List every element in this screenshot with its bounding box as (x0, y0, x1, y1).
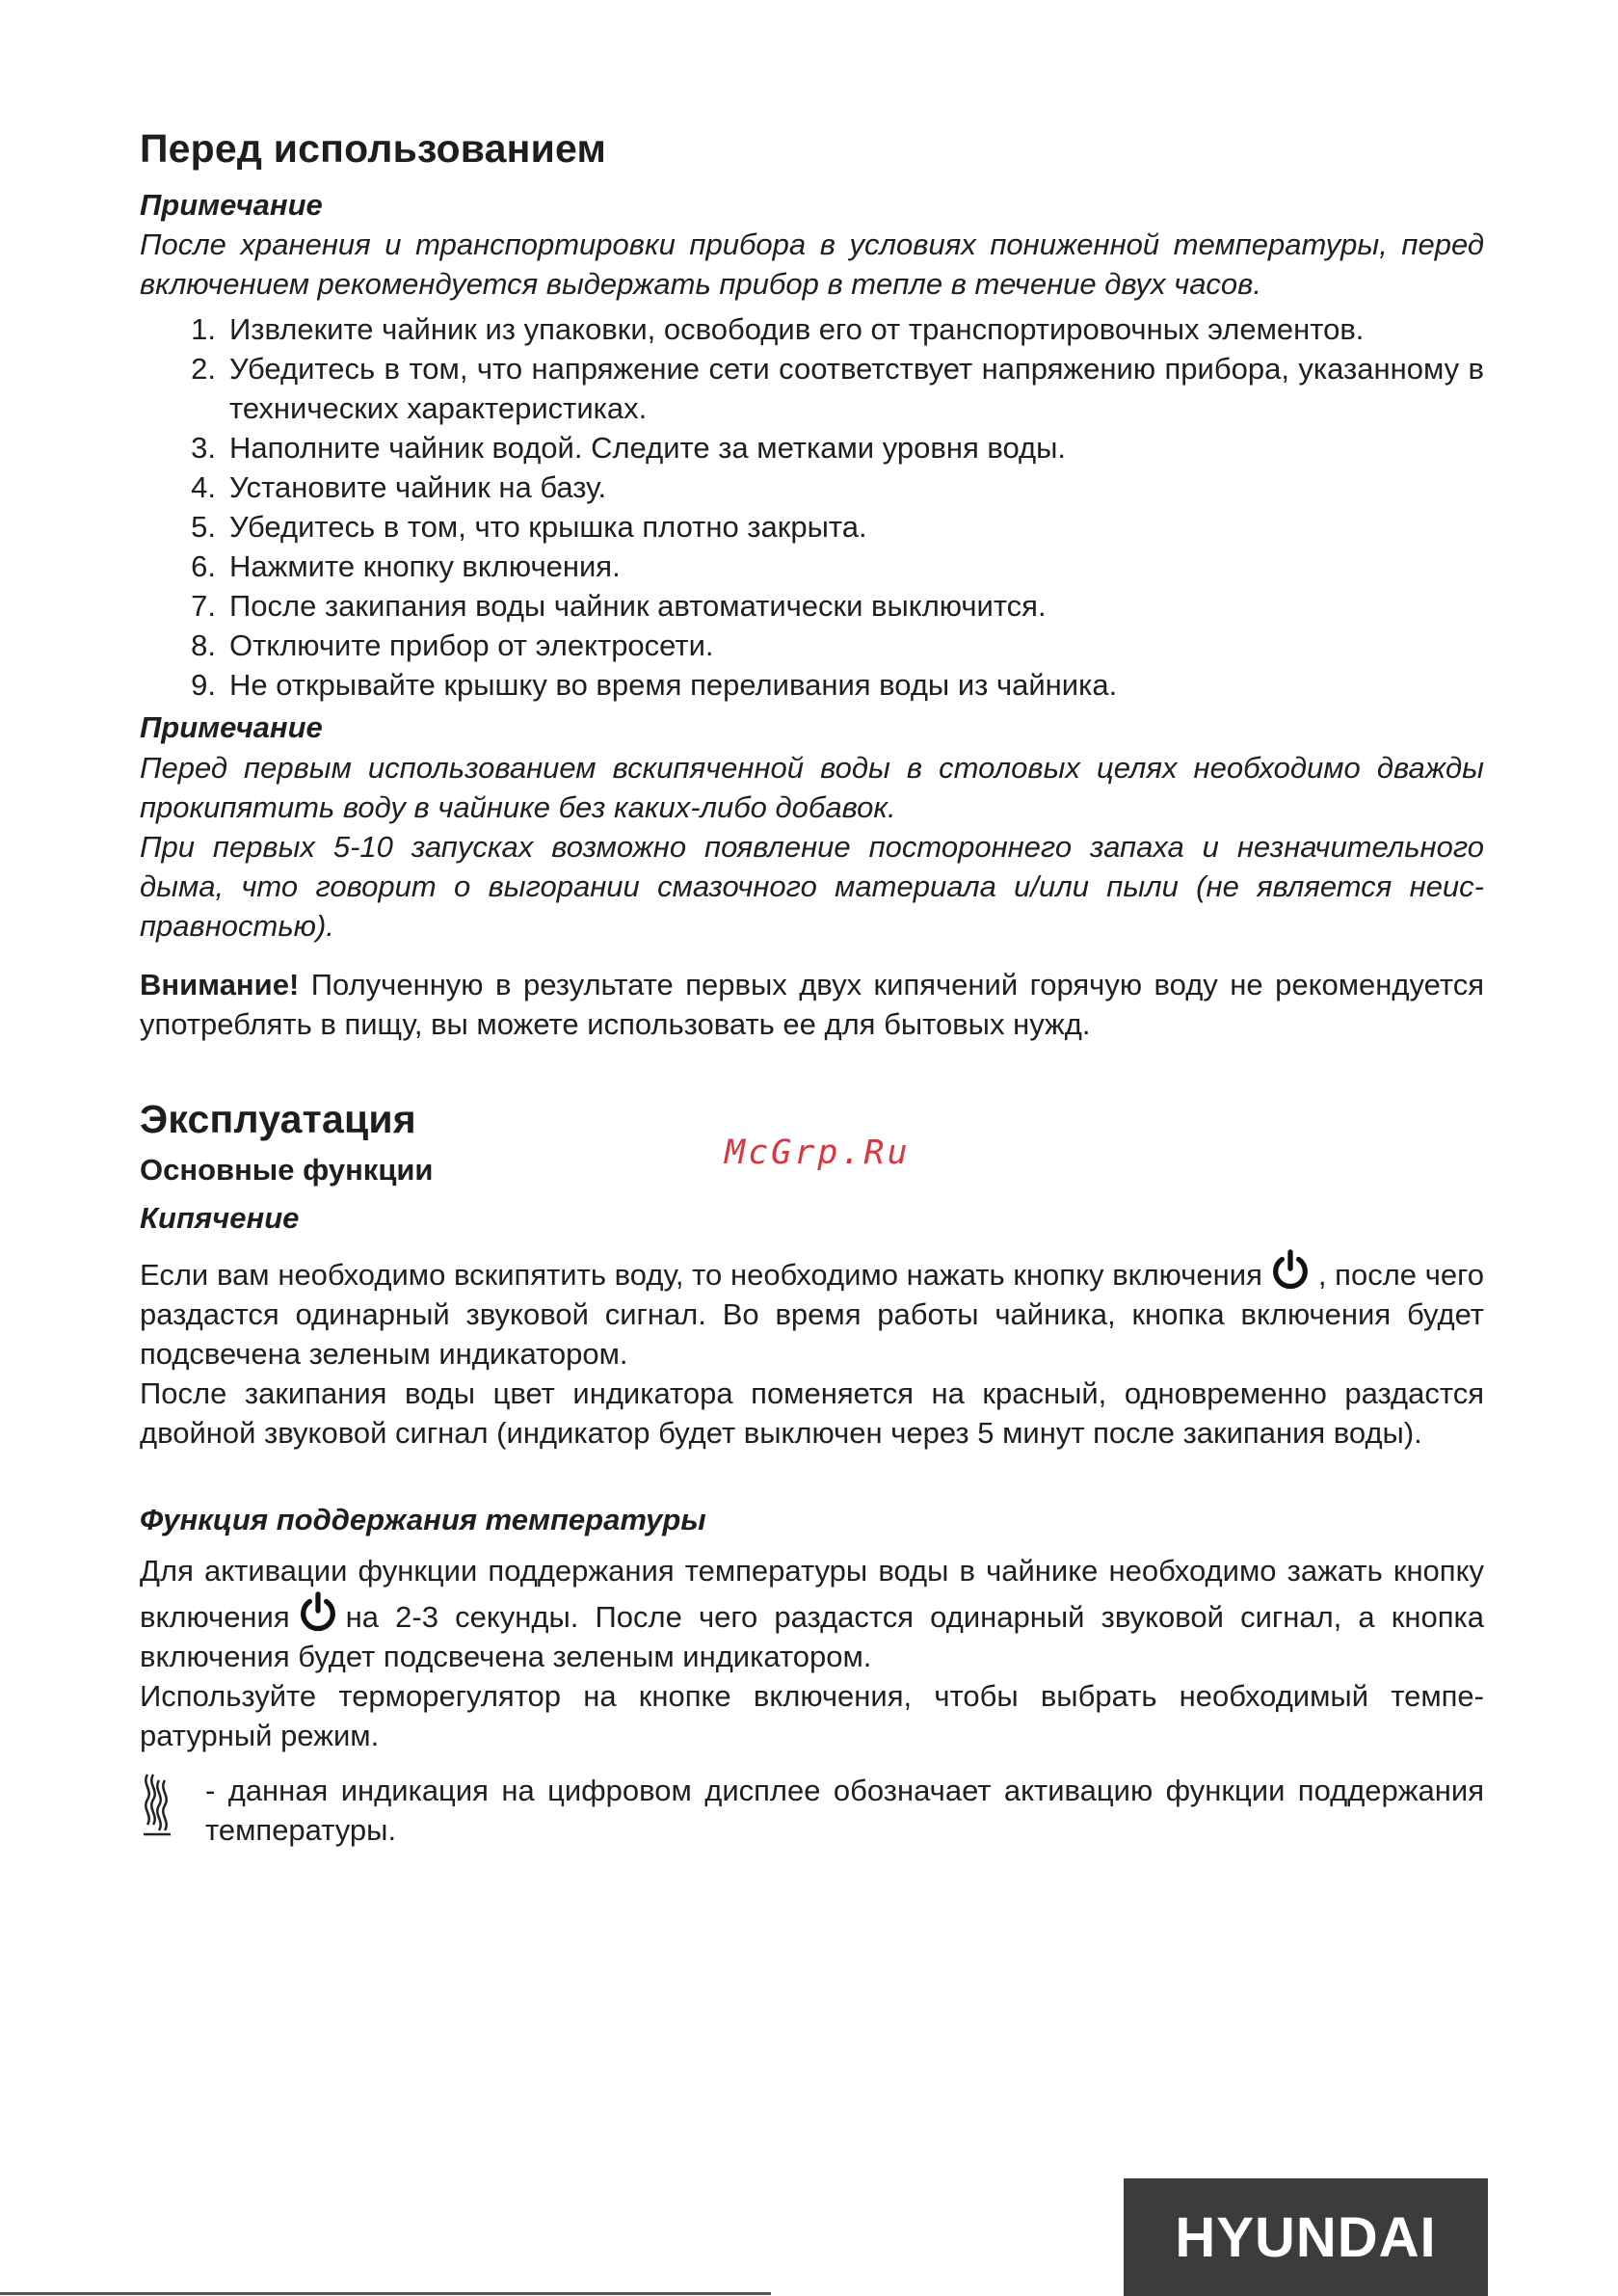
step-text: Нажмите кнопку включения. (229, 549, 621, 584)
brand-logo-text: HYUNDAI (1175, 2205, 1437, 2269)
step-number: 6. (191, 549, 216, 584)
heat-waves-icon (140, 1771, 186, 1838)
keep-text-a: Для активации функции поддержания температуры воды в чайнике необходимо зажать кнопку включения (140, 1553, 1484, 1634)
step-number: 5. (191, 510, 216, 545)
step-number: 4. (191, 470, 216, 505)
step-text: Извлеките чайник из упаковки, освободив его от транспортировочных элементов. (229, 312, 1365, 347)
warning-text: Полученную в результате первых двух кипячений горячую воду не рекомендуется употреблять в пищу, вы можете использовать ее для бытовых нужд. (140, 967, 1484, 1041)
steps-list (140, 309, 1484, 705)
step-item (140, 349, 1484, 428)
brand-logo (1124, 2178, 1488, 2296)
indicator-text: - данная индикация на цифровом дисплее обозначает активацию функции поддержания температуры. (205, 1773, 1484, 1847)
warning-label: Внимание! (140, 967, 300, 1001)
watermark: McGrp.Ru (725, 1134, 911, 1172)
boil-text-b: , после чего раздастся одинарный звуковой сигнал. Во время работы чайника, кнопка включения будет подсвечена зеленым индикатором. (140, 1257, 1485, 1371)
step-item (140, 665, 1484, 705)
bottom-divider (0, 2292, 771, 2295)
section-title-before-use: Перед использованием (140, 126, 607, 171)
boil-title: Кипячение (140, 1201, 300, 1236)
boil-text-a: Если вам необходимо вскипятить воду, то необходимо нажать кнопку включения (140, 1257, 1262, 1292)
boil-paragraph-2: После закипания воды цвет индикатора поменяется на красный, одновременно раздастся двойной звуковой сигнал (индикатор будет выключен через 5 минут после закипания воды). (140, 1375, 1484, 1450)
note-title: Примечание (140, 188, 323, 223)
note-title-2: Примечание (140, 710, 323, 745)
note-text-2b: При первых 5-10 запусках возможно появление постороннего запаха и незначительного дыма, что говорит о выгорании смазочного материала и/или пыли (не является неисправностью). (140, 829, 1484, 943)
step-item (140, 586, 1484, 626)
step-number: 3. (191, 431, 216, 466)
step-item (140, 626, 1484, 665)
warning-paragraph (140, 965, 1484, 1044)
keep-text-b: на 2-3 секунды. После чего раздастся одинарный звуковой сигнал, а кнопка включения будет подсвечена зеленым индикатором. (140, 1599, 1484, 1673)
power-icon (296, 1590, 340, 1635)
step-item (140, 507, 1484, 547)
step-number: 9. (191, 668, 216, 703)
manual-page (140, 125, 1484, 1850)
keep-warm-title: Функция поддержания температуры (140, 1502, 706, 1536)
step-text: Не открывайте крышку во время переливания воды из чайника. (229, 668, 1118, 703)
step-item (140, 428, 1484, 467)
boil-paragraph-1 (140, 1248, 1484, 1374)
step-text: Убедитесь в том, что крышка плотно закрыта. (229, 510, 867, 545)
step-number: 2. (191, 352, 216, 387)
step-text: После закипания воды чайник автоматически выключится. (229, 589, 1047, 624)
note-text-2a: Перед первым использованием вскипяченной воды в столовых целях необходимо дважды прокипятить воду в чайнике без каких-либо добавок. (140, 750, 1484, 824)
keep-warm-paragraph-2: Используйте терморегулятор на кнопке включения, чтобы выбрать необходимый температурный режим. (140, 1678, 1484, 1752)
step-number: 8. (191, 628, 216, 663)
step-item (140, 467, 1484, 507)
step-text: Отключите прибор от электросети. (229, 628, 714, 663)
step-number: 7. (191, 589, 216, 624)
indicator-row (140, 1771, 1484, 1850)
step-text: Установите чайник на базу. (229, 470, 607, 505)
section-title-operation: Эксплуатация (140, 1096, 416, 1141)
step-item (140, 309, 1484, 349)
subsection-title-basic-functions: Основные функции (140, 1152, 434, 1187)
step-text: Убедитесь в том, что напряжение сети соответствует напряжению прибора, указанному в технических характеристиках. (229, 352, 1484, 426)
note-text: После хранения и транспортировки прибора в условиях пониженной температуры, перед включением рекомендуется выдержать прибор в тепле в течение двух часов. (140, 227, 1484, 302)
power-icon (1268, 1248, 1313, 1293)
step-number: 1. (191, 312, 216, 347)
step-text: Наполните чайник водой. Следите за метками уровня воды. (229, 431, 1067, 466)
keep-warm-paragraph-1 (140, 1551, 1484, 1676)
step-item (140, 547, 1484, 586)
